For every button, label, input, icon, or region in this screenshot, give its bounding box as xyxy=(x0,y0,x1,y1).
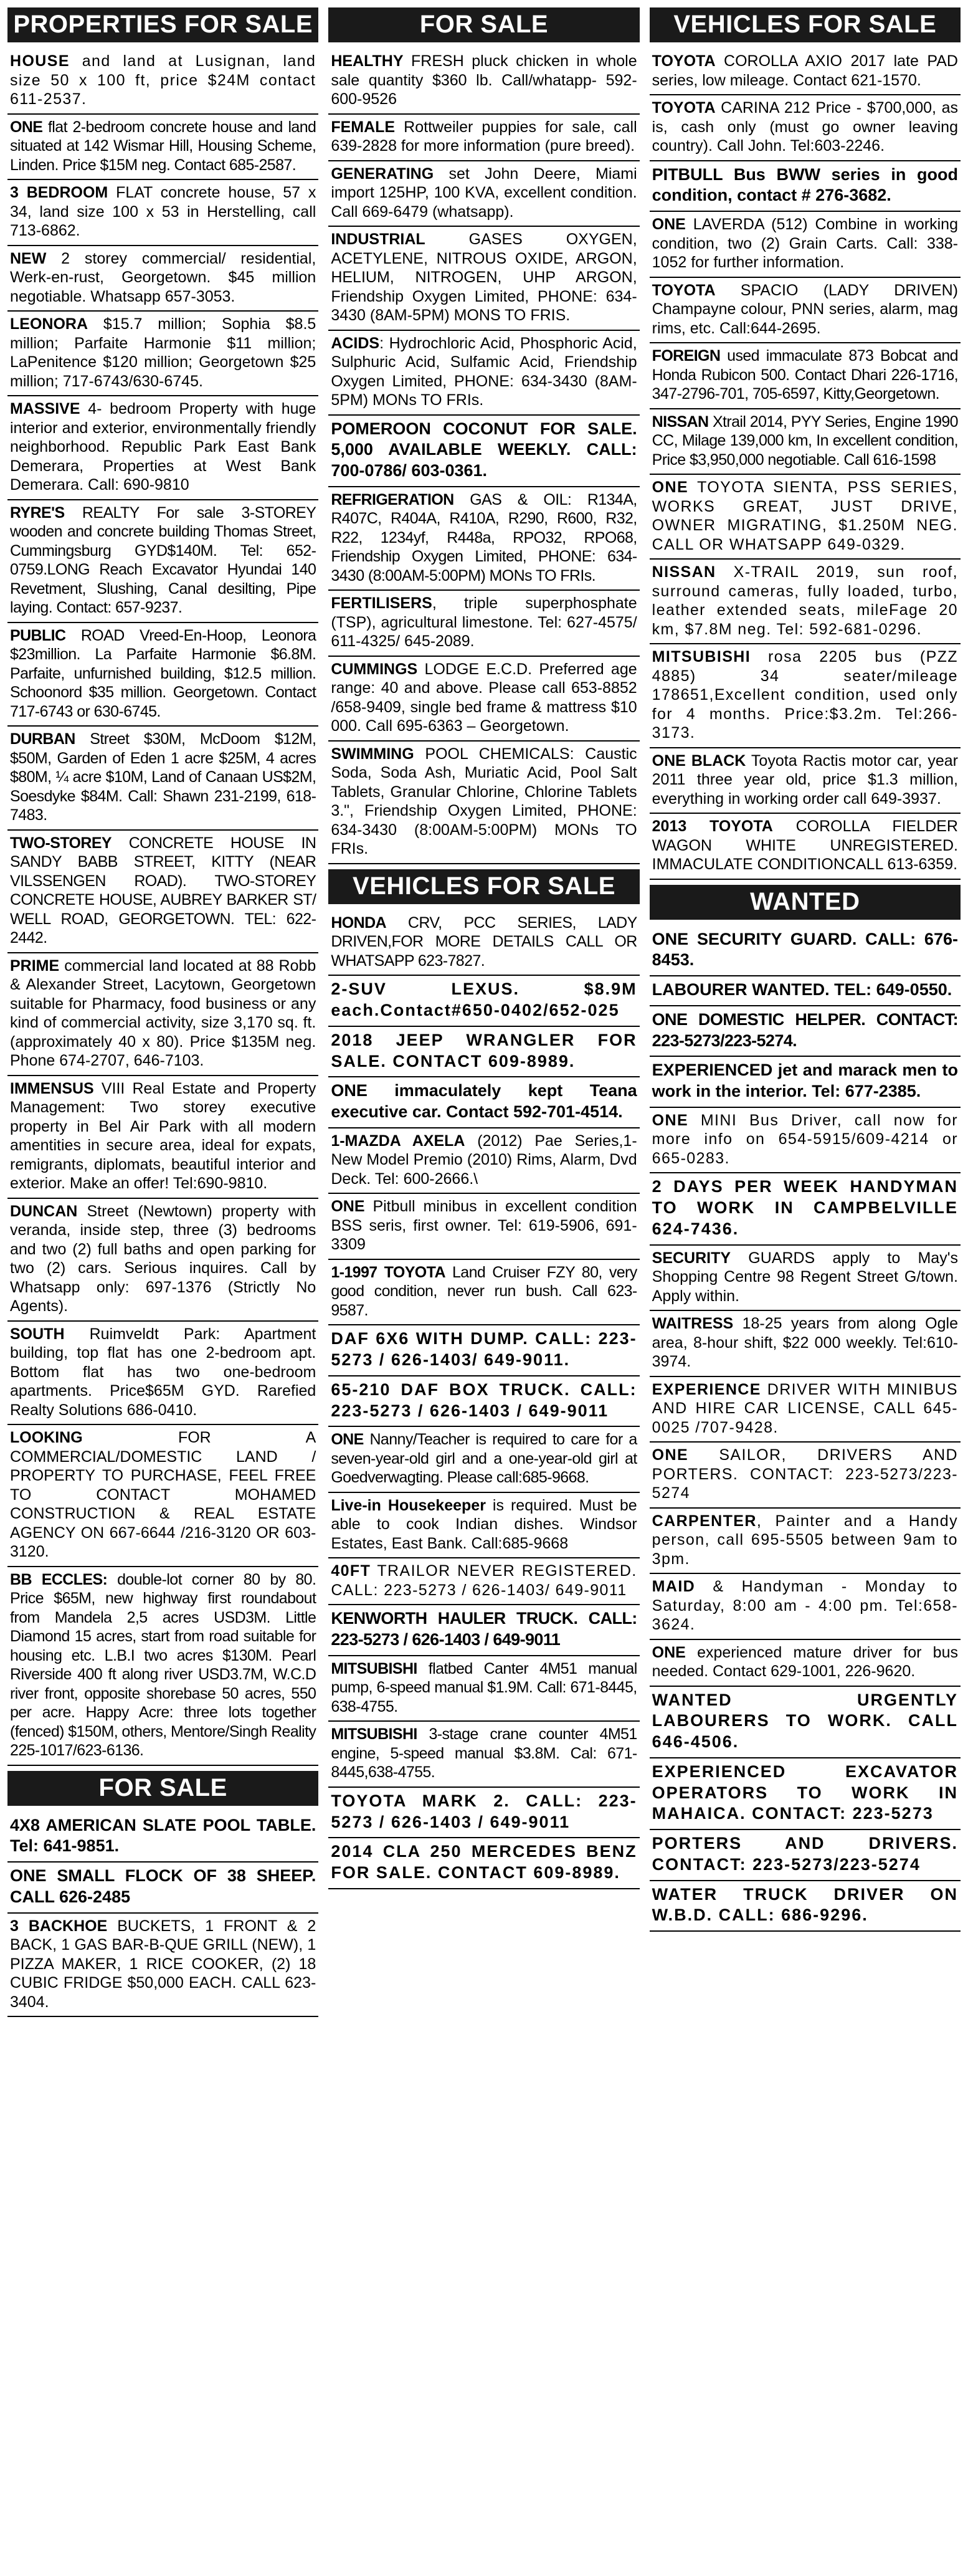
classified-ad xyxy=(650,1246,961,1312)
ad-text: CONCRETE HOUSE IN SANDY BABB STREET, KITTY (NEAR VILSSENGEN ROAD). TWO-STOREY CONCRETE HOUSE, AUBREY BARKER ST/ WELL ROAD, GEORGETOWN. TEL: 622-2442. xyxy=(10,834,316,947)
classified-ad xyxy=(7,1425,318,1567)
classified-ad xyxy=(650,212,961,278)
ad-text: REALTY For sale 3-STOREY wooden and concrete building Thomas Street, Cummingsburg GYD$140M. Tel: 652-0759.LONG Reach Excavator Hyundai 140 Revetment, Slushing, Canal desilting, Pipe laying. Contact: 657-9237. xyxy=(10,503,316,616)
classified-ad xyxy=(650,976,961,1006)
ad-text: GUARDS apply to May's Shopping Centre 98 Regent Street G/town. Apply within. xyxy=(652,1249,958,1305)
classified-ad xyxy=(7,1914,318,2018)
classified-ad xyxy=(7,49,318,115)
ad-keyword: ONE SECURITY GUARD. CALL: 676-8453. xyxy=(652,929,958,970)
ad-keyword: IMMENSUS xyxy=(10,1079,94,1097)
ad-text: CARINA 212 Price - $700,000, as is, cash only (must go owner leaving country). Call John. Tel:603-2246. xyxy=(652,99,958,155)
ad-keyword: MASSIVE xyxy=(10,400,80,417)
classified-ad xyxy=(328,1260,639,1326)
ad-keyword: BB ECCLES: xyxy=(10,1570,108,1588)
ad-text: FOR A COMMERCIAL/DOMESTIC LAND / PROPERTY TO PURCHASE, FEEL FREE TO CONTACT MOHAMED CONSTRUCTION & REAL ESTATE AGENCY ON 667-6644 /216-3120 OR 603-3120. xyxy=(10,1429,316,1560)
section-header: FOR SALE xyxy=(328,7,639,42)
ad-keyword: PORTERS AND DRIVERS. CONTACT: 223-5273/223-5274 xyxy=(652,1834,958,1874)
ad-text: 18-25 years from along Ogle area, 8-hour shift, $22 000 weekly. Tel:610-3974. xyxy=(652,1315,958,1370)
ad-text: Ruimveldt Park: Apartment building, top flat has one 2-bedroom apt. Bottom flat has two one-bedroom apartments. Price$65M GYD. Rarefied Realty Solutions 686-0410. xyxy=(10,1325,316,1419)
section-spacer xyxy=(7,1766,318,1771)
classified-ad xyxy=(650,560,961,644)
classified-ad xyxy=(7,246,318,312)
ad-keyword: 40FT xyxy=(331,1562,371,1580)
classified-ad xyxy=(650,926,961,977)
classified-ad xyxy=(328,115,639,161)
ad-text: used immaculate 873 Bobcat and Honda Rubicon 500. Contact Dhari 226-1716, 347-2796-701, 705-6597, Kitty,Georgetown. xyxy=(652,347,958,403)
classified-ad xyxy=(7,1076,318,1199)
ad-keyword: 1-MAZDA AXELA xyxy=(331,1132,465,1150)
ad-keyword: ONE xyxy=(10,118,43,136)
section-header: VEHICLES FOR SALE xyxy=(328,869,639,904)
ad-text: double-lot corner 80 by 80. Price $65M, new highway first roundabout from Mandela 2,5 acres USD3M. Little Diamond 15 acres, start from road suitable for housing etc. L.B.I two acres $130M. Pearl Riverside 400 ft along river USD3.7M, W.C.D river front, opposite shorebase 50 acres, 550 per acre. Happy Acre: three lots together (fenced) $150M, others, Mentore/Singh Reality 225-1017/623-6136. xyxy=(10,1570,316,1759)
ad-text: TOYOTA SIENTA, PSS SERIES, WORKS GREAT, JUST DRIVE, OWNER MIGRATING, $1.250M NEG. CALL OR WHATSAPP 649-0329. xyxy=(652,479,958,553)
ad-keyword: SWIMMING xyxy=(331,745,414,763)
ad-text: LODGE E.C.D. Preferred age range: 40 and above. Please call 653-8852 /658-9409, single bed frame & mattress $10 000. Call 695-6363 – Georgetown. xyxy=(331,660,637,735)
ad-keyword: 1-1997 TOYOTA xyxy=(331,1263,445,1281)
classified-ad xyxy=(328,1605,639,1656)
ad-keyword: 3 BACKHOE xyxy=(10,1917,108,1935)
ad-keyword: PUBLIC xyxy=(10,626,66,644)
ad-text: Rottweiler puppies for sale, call 639-2828 for more information (pure breed). xyxy=(331,118,637,155)
ad-keyword: GENERATING xyxy=(331,165,434,183)
ad-keyword: NISSAN xyxy=(652,563,716,581)
ad-text: SAILOR, DRIVERS AND PORTERS. CONTACT: 223-5273/223-5274 xyxy=(652,1446,958,1502)
ad-text: Pitbull minibus in excellent condition BSS seris, first owner. Tel: 619-5906, 691-3309 xyxy=(331,1198,637,1254)
ad-text: & Handyman - Monday to Saturday, 8:00 am - 4:00 pm. Tel:658-3624. xyxy=(652,1578,958,1633)
ad-keyword: MITSUBISHI xyxy=(331,1659,417,1677)
section-header: FOR SALE xyxy=(7,1771,318,1806)
ad-keyword: 2018 JEEP WRANGLER FOR SALE. CONTACT 609-8989. xyxy=(331,1030,637,1071)
classified-ad xyxy=(650,49,961,95)
ad-keyword: HOUSE xyxy=(10,52,70,70)
ad-keyword: POMEROON COCONUT FOR SALE. 5,000 AVAILABLE WEEKLY. CALL: 700-0786/ 603-0361. xyxy=(331,419,637,480)
classified-ad xyxy=(328,1194,639,1260)
classified-ad xyxy=(650,814,961,880)
ad-text: (2012) Pae Series,1- New Model Premio (2010) Rims, Alarm, Dvd Deck. Tel: 600-2666.\ xyxy=(331,1132,637,1188)
ad-keyword: ONE xyxy=(652,1643,686,1661)
ad-text: SPACIO (LADY DRIVEN) Champayne colour, PNN series, alarm, mag rims, etc. Call:644-2695. xyxy=(652,281,958,337)
classified-ad xyxy=(328,1376,639,1428)
classified-ad xyxy=(650,1057,961,1108)
ad-keyword: DUNCAN xyxy=(10,1202,78,1220)
ad-keyword: ONE xyxy=(652,1446,689,1464)
ad-keyword: WATER TRUCK DRIVER ON W.B.D. CALL: 686-9296. xyxy=(652,1884,958,1925)
ad-keyword: INDUSTRIAL xyxy=(331,231,425,248)
ad-keyword: TOYOTA MARK 2. CALL: 223-5273 / 626-1403 / 649-9011 xyxy=(331,1791,637,1831)
ad-text: Nanny/Teacher is required to care for a seven-year-old girl and a one-year-old girl at Goedverwagting. Please call:685-9668. xyxy=(331,1431,637,1487)
ad-text: Xtrail 2014, PYY Series, Engine 1990 CC, Milage 139,000 km, In excellent condition, Price $3,950,000 negotiable. Call 616-1598 xyxy=(652,413,958,469)
ad-keyword: ONE xyxy=(652,1111,689,1129)
classified-ad xyxy=(650,644,961,748)
ad-text: commercial land located at 88 Robb & Alexander Street, Lacytown, Georgetown suitable for Pharmacy, food business or any kind of commercial activity, size 3,170 sq. ft. (approximately 40 x 80). Price $135M neg. Phone 674-2707, 646-7103. xyxy=(10,956,316,1069)
classified-ad xyxy=(650,1830,961,1881)
ad-keyword: CUMMINGS xyxy=(331,660,418,678)
classified-ad xyxy=(328,1656,639,1722)
classified-ad xyxy=(650,95,961,161)
classified-ad xyxy=(7,180,318,246)
ad-text: Street $30M, McDoom $12M, $50M, Garden of Eden 1 acre $25M, 4 acres $80M, ¼ acre $10M, Land of Canaan US$2M, Soesdyke $84M. Call: Shawn 231-2199, 618-7483. xyxy=(10,730,316,824)
ad-keyword: REFRIGERATION xyxy=(331,490,454,508)
ad-keyword: PRIME xyxy=(10,956,60,975)
classified-ad xyxy=(328,1558,639,1605)
ad-text: GASES OXYGEN, ACETYLENE, NITROUS OXIDE, ARGON, HELIUM, NITROGEN, UHP ARGON, Friendship Oxygen Limited, PHONE: 634-3430 (8AM-5PM) MONS TO FRIS. xyxy=(331,231,637,324)
classified-ad xyxy=(650,475,961,560)
classified-ad xyxy=(7,1322,318,1426)
ad-text: : Hydrochloric Acid, Phosphoric Acid, Sulphuric Acid, Sulfamic Acid, Friendship Oxygen Limited, PHONE: 634-3430 (8AM-5PM) MONs TO FRIs. xyxy=(331,334,637,409)
classified-ad xyxy=(328,1427,639,1493)
classified-ad xyxy=(7,500,318,623)
classified-ad xyxy=(7,1199,318,1322)
ad-text: VIII Real Estate and Property Management: Two storey executive property in Bel Air Park with all modern amentities in secure area, ideal for expats, remigrants, diplomats, beautiful interior and exterior. Make an offer! Tel:690-9810. xyxy=(10,1079,316,1192)
ad-text: set John Deere, Miami import 125HP, 100 KVA, excellent condition. Call 669-6479 (whatsapp). xyxy=(331,165,637,221)
classified-ad xyxy=(7,1567,318,1766)
ad-keyword: ONE immaculately kept Teana executive car. Contact 592-701-4514. xyxy=(331,1081,637,1121)
classified-ad xyxy=(328,49,639,115)
ad-keyword: CARPENTER xyxy=(652,1512,757,1530)
classified-ad xyxy=(328,910,639,976)
ad-text: FLAT concrete house, 57 x 34, land size 100 x 53 in Herstelling, call 713-6862. xyxy=(10,184,316,239)
ad-keyword: MITSUBISHI xyxy=(331,1725,417,1744)
section-header: WANTED xyxy=(650,885,961,920)
ad-text: FRESH pluck chicken in whole sale quantity $360 lb. Call/whatapp- 592-600-9526 xyxy=(331,52,637,108)
classified-ad xyxy=(328,487,639,591)
ad-text: 2 storey commercial/ residential, Werk-en-rust, Georgetown. $45 million negotiable. Whatsapp 657-3053. xyxy=(10,249,316,305)
ad-keyword: LOOKING xyxy=(10,1429,83,1446)
ad-keyword: ONE xyxy=(652,479,689,496)
ad-text: and land at Lusignan, land size 50 x 100 ft, price $24M contact 611-2537. xyxy=(10,52,316,108)
ad-text: BUCKETS, 1 FRONT & 2 BACK, 1 GAS BAR-B-QUE GRILL (NEW), 1 PIZZA MAKER, 1 RICE COOKER, (2) 18 CUBIC FRIDGE $50,000 EACH. CALL 623-3404. xyxy=(10,1917,316,2011)
ad-keyword: DAF 6X6 WITH DUMP. CALL: 223-5273 / 626-1403/ 649-9011. xyxy=(331,1329,637,1369)
classified-ad xyxy=(650,1687,961,1758)
classified-ad xyxy=(7,831,318,953)
classified-ad xyxy=(650,1108,961,1174)
ad-keyword: MAID xyxy=(652,1578,696,1595)
ad-keyword: HEALTHY xyxy=(331,52,404,70)
classified-ad xyxy=(328,1493,639,1559)
ad-keyword: FERTILISERS xyxy=(331,594,432,613)
classified-ad xyxy=(7,312,318,396)
ad-keyword: NEW xyxy=(10,249,47,267)
ad-keyword: EXPERIENCE xyxy=(652,1380,761,1398)
classifieds-column-3 xyxy=(650,7,961,2576)
classified-ad xyxy=(7,623,318,727)
classified-ad xyxy=(328,1027,639,1078)
section-spacer xyxy=(328,864,639,869)
ad-text: ROAD Vreed-En-Hoop, Leonora $23million. La Parfaite Harmonie $6.8M. Parfaite, unfurnished building, $12.5 million. Schoonord $35 million. Georgetown. Contact 717-6743 or 630-6745. xyxy=(10,626,316,720)
classified-ad xyxy=(7,1812,318,1863)
classified-ad xyxy=(650,343,961,409)
ad-text: flat 2-bedroom concrete house and land situated at 142 Wismar Hill, Housing Scheme, Linden. Price $15M neg. Contact 685-2587. xyxy=(10,118,316,174)
ad-keyword: PITBULL Bus BWW series in good condition, contact # 276-3682. xyxy=(652,165,958,205)
classified-ad xyxy=(650,1509,961,1575)
ad-text: experienced mature driver for bus needed. Contact 629-1001, 226-9620. xyxy=(652,1643,958,1680)
ad-keyword: TWO-STOREY xyxy=(10,834,112,852)
ad-keyword: DURBAN xyxy=(10,730,75,748)
ad-keyword: ONE xyxy=(652,216,686,233)
classified-ad xyxy=(328,1838,639,1889)
ad-keyword: NISSAN xyxy=(652,413,709,431)
ad-keyword: 2013 TOYOTA xyxy=(652,818,773,835)
ad-keyword: LABOURER WANTED. TEL: 649-0550. xyxy=(652,980,952,999)
ad-keyword: KENWORTH HAULER TRUCK. CALL: 223-5273 / 626-1403 / 649-9011 xyxy=(331,1609,637,1649)
ad-text: 4- bedroom Property with huge interior and exterior, environmentally friendly neighborhood. Republic Park East Bank Demerara, Properties at West Bank Demerara. Call: 690-9810 xyxy=(10,400,316,494)
classified-ad xyxy=(650,1574,961,1640)
ad-text: X-TRAIL 2019, sun roof, surround cameras, fully loaded, turbo, leather extended seats, mileFage 20 km, $7.8M neg. Tel: 592-681-0296. xyxy=(652,563,958,638)
ad-keyword: 4X8 AMERICAN SLATE POOL TABLE. Tel: 641-9851. xyxy=(10,1815,316,1856)
ad-keyword: HONDA xyxy=(331,914,386,932)
section-header: PROPERTIES FOR SALE xyxy=(7,7,318,42)
classified-ad xyxy=(328,976,639,1027)
ad-text: TRAILOR NEVER REGISTERED. CALL: 223-5273 / 626-1403/ 649-9011 xyxy=(331,1562,637,1599)
ad-keyword: ONE xyxy=(331,1198,365,1216)
ad-text: LAVERDA (512) Combine in working condition, two (2) Grain Carts. Call: 338-1052 for further information. xyxy=(652,216,958,271)
classified-ad xyxy=(328,1128,639,1195)
ad-text: $15.7 million; Sophia $8.5 million; Parfaite Harmonie $11 million; LaPenitence $120 million; Georgetown $25 million; 717-6743/630-6745. xyxy=(10,315,316,390)
classified-ad xyxy=(7,1863,318,1914)
ad-text: POOL CHEMICALS: Caustic Soda, Soda Ash, Muriatic Acid, Pool Salt Tablets, Granular Chlorine, Chlorine Tablets 3.", Friendship Oxygen Limited, PHONE: 634-3430 (8:00AM-5:00PM) MONs TO FRIs. xyxy=(331,745,637,858)
ad-keyword: FEMALE xyxy=(331,118,396,136)
classified-ad xyxy=(328,1722,639,1788)
classified-ad xyxy=(650,278,961,344)
ad-keyword: ONE SMALL FLOCK OF 38 SHEEP. CALL 626-2485 xyxy=(10,1866,316,1906)
ad-text: CRV, PCC SERIES, LADY DRIVEN,FOR MORE DETAILS CALL OR WHATSAPP 623-7827. xyxy=(331,914,637,970)
ad-keyword: TOYOTA xyxy=(652,52,716,70)
classified-ad xyxy=(650,1006,961,1057)
ad-keyword: RYRE'S xyxy=(10,503,65,522)
ad-text: 3-stage crane counter 4M51 engine, 5-speed manual $3.8M. Cal: 671-8445,638-4755. xyxy=(331,1725,637,1782)
ad-keyword: Live-in Housekeeper xyxy=(331,1496,486,1514)
ad-text: Street (Newtown) property with veranda, inside step, three (3) bedrooms and two (2) full baths and open parking for two (2) cars. Serious inquires. Call by Whatsapp only: 697-1376 (Strictly No Agents). xyxy=(10,1202,316,1315)
ad-keyword: ACIDS xyxy=(331,334,380,352)
ad-keyword: 2-SUV LEXUS. $8.9M each.Contact#650-0402/652-025 xyxy=(331,980,637,1019)
ad-keyword: FOREIGN xyxy=(652,347,721,365)
classified-ad xyxy=(650,1173,961,1245)
ad-keyword: TOYOTA xyxy=(652,281,716,299)
ad-keyword: 2014 CLA 250 MERCEDES BENZ FOR SALE. CONTACT 609-8989. xyxy=(331,1842,637,1882)
ad-keyword: EXPERIENCED jet and marack men to work in the interior. Tel: 677-2385. xyxy=(652,1061,958,1100)
ad-text: MINI Bus Driver, call now for more info on 654-5915/609-4214 or 665-0283. xyxy=(652,1111,958,1167)
classified-ad xyxy=(650,1881,961,1932)
classified-ad xyxy=(328,1077,639,1128)
ad-text: , Painter and a Handy person, call 695-5505 between 9am to 3pm. xyxy=(652,1512,958,1568)
ad-text: COROLLA FIELDER WAGON WHITE UNREGISTERED. IMMACULATE CONDITIONCALL 613-6359. xyxy=(652,818,958,873)
ad-text: Land Cruiser FZY 80, very good condition, never run bush. Call 623-9587. xyxy=(331,1263,637,1319)
ad-keyword: 65-210 DAF BOX TRUCK. CALL: 223-5273 / 626-1403 / 649-9011 xyxy=(331,1380,637,1420)
ad-keyword: 2 DAYS PER WEEK HANDYMAN TO WORK IN CAMPBELVILLE 624-7436. xyxy=(652,1177,958,1238)
ad-text: Toyota Ractis motor car, year 2011 three year old, price $1.3 million, everything in working order call 649-3937. xyxy=(652,751,958,808)
classified-ad xyxy=(650,161,961,212)
classified-ad xyxy=(650,1377,961,1443)
classified-ad xyxy=(328,227,639,331)
ad-text: COROLLA AXIO 2017 late PAD series, low mileage. Contact 621-1570. xyxy=(652,52,958,89)
ad-keyword: WAITRESS xyxy=(652,1315,734,1332)
ad-text: rosa 2205 bus (PZZ 4885) 34 seater/mileage 178651,Excellent condition, used only for 4 months. Price:$3.2m. Tel:266-3173. xyxy=(652,648,958,742)
ad-keyword: WANTED URGENTLY LABOURERS TO WORK. CALL 646-4506. xyxy=(652,1690,958,1751)
classified-ad xyxy=(650,1443,961,1509)
ad-keyword: ONE DOMESTIC HELPER. CONTACT: 223-5273/223-5274. xyxy=(652,1009,958,1050)
classified-ad xyxy=(328,331,639,416)
classified-ad xyxy=(328,416,639,487)
classified-ad xyxy=(328,161,639,227)
classifieds-column-2 xyxy=(328,7,639,2576)
ad-keyword: MITSUBISHI xyxy=(652,648,751,665)
classified-ad xyxy=(7,396,318,500)
classified-ad xyxy=(328,657,639,742)
classified-ad xyxy=(650,1640,961,1687)
classified-ad xyxy=(328,1788,639,1839)
classified-ad xyxy=(650,1758,961,1830)
section-header: VEHICLES FOR SALE xyxy=(650,7,961,42)
classified-ad xyxy=(328,742,639,864)
classified-ad xyxy=(328,591,639,657)
ad-keyword: LEONORA xyxy=(10,315,88,333)
ad-text: is required. Must be able to cook Indian dishes. Windsor Estates, East Bank. Call:685-9668 xyxy=(331,1496,637,1552)
ad-text: DRIVER WITH MINIBUS AND HIRE CAR LICENSE, CALL 645-0025 /707-9428. xyxy=(652,1380,958,1436)
classified-ad xyxy=(328,1325,639,1376)
ad-keyword: EXPERIENCED EXCAVATOR OPERATORS TO WORK IN MAHAICA. CONTACT: 223-5273 xyxy=(652,1762,958,1823)
ad-keyword: TOYOTA xyxy=(652,99,716,117)
ad-keyword: SOUTH xyxy=(10,1325,65,1343)
ad-keyword: ONE BLACK xyxy=(652,751,746,770)
classified-ad xyxy=(7,727,318,831)
ad-keyword: ONE xyxy=(331,1431,364,1449)
ad-text: , triple superphosphate (TSP), agricultural limestone. Tel: 627-4575/ 611-4325/ 645-2089. xyxy=(331,594,637,651)
section-spacer xyxy=(650,880,961,885)
ad-text: flatbed Canter 4M51 manual pump, 6-speed manual $1.9M. Call: 671-8445, 638-4755. xyxy=(331,1659,637,1715)
ad-keyword: SECURITY xyxy=(652,1249,731,1267)
classified-ad xyxy=(650,409,961,475)
classified-ad xyxy=(650,1311,961,1377)
ad-keyword: 3 BEDROOM xyxy=(10,184,108,201)
ad-text: GAS & OIL: R134A, R407C, R404A, R410A, R290, R600, R32, R22, 1234yf, R448a, RPO32, RPO68, Friendship Oxygen Limited, PHONE: 634-3430 (8:00AM-5:00PM) MONs TO FRIs. xyxy=(331,490,637,584)
classified-ad xyxy=(650,748,961,814)
classified-ad xyxy=(7,953,318,1076)
classified-ad xyxy=(7,115,318,181)
classifieds-column-1 xyxy=(7,7,318,2576)
